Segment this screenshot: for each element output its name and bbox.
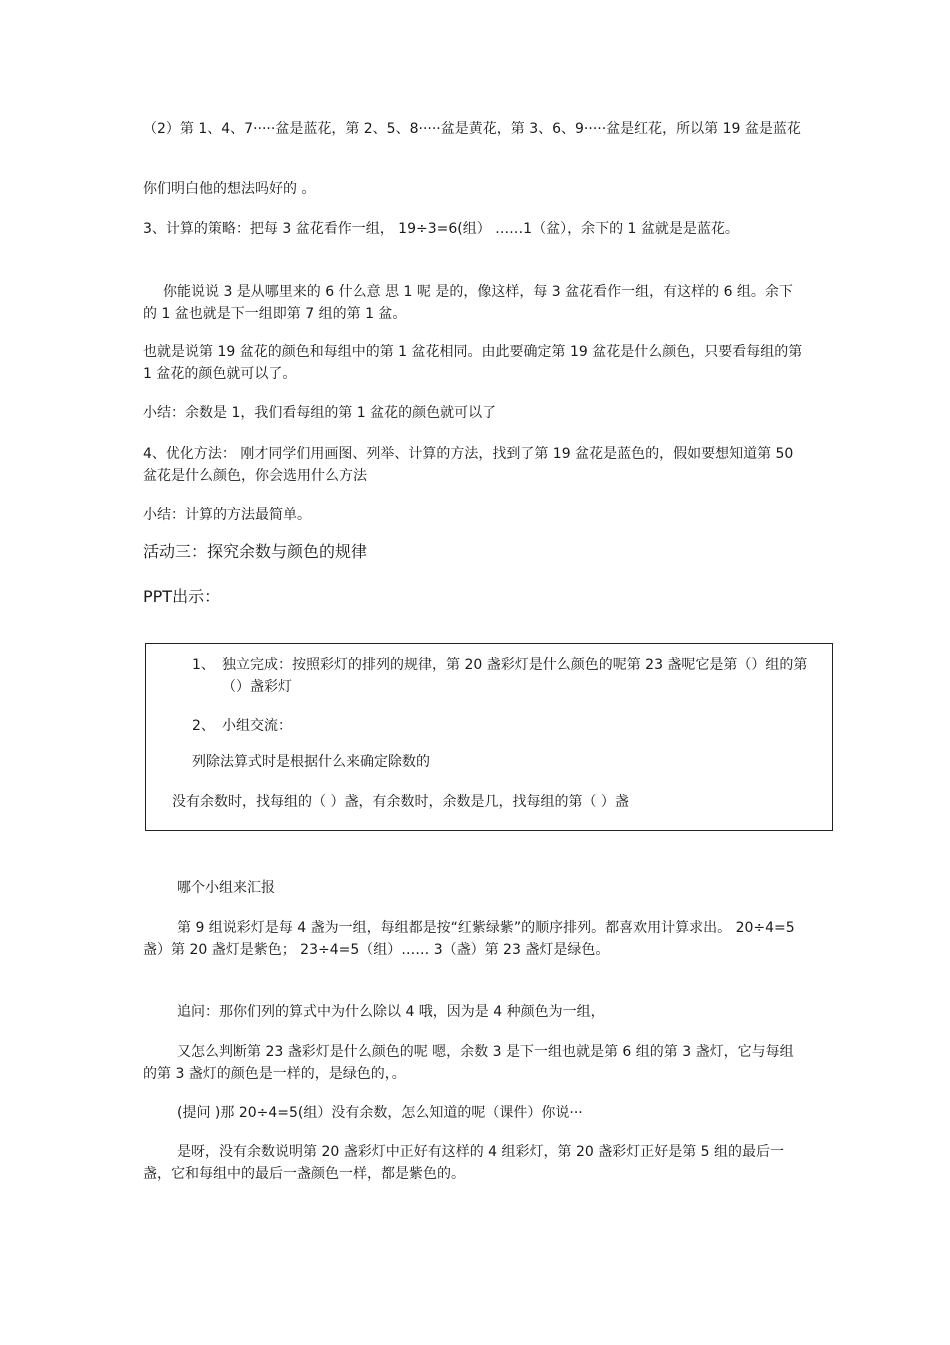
paragraph-6: 小结：余数是 1，我们看每组的第 1 盆花的颜色就可以了 (143, 405, 497, 421)
box-item-2 (192, 715, 292, 737)
paragraph-3: 3、计算的策略：把每 3 盆花看作一组， 19÷3=6(组） ……1（盆），余下的 1 盆就是是蓝花。 (143, 221, 739, 237)
paragraph-16: 是呀，没有余数说明第 20 盏彩灯中正好有这样的 4 组彩灯，第 20 盏彩灯正好是第 5 组的最后一盏，它和每组中的最后一盏颜色一样，都是紫色的。 (143, 1144, 785, 1182)
box-item-1-text: 独立完成：按照彩灯的排列的规律，第 20 盏彩灯是什么颜色的呢第 23 盏呢它是第（）组的第（）盏彩灯 (222, 657, 808, 695)
paragraph-4: 你能说说 3 是从哪里来的 6 什么意 思 1 呢 是的，像这样，每 3 盆花看作一组，有这样的 6 组。余下的 1 盆也就是下一组即第 7 组的第 1 盆。 (143, 284, 793, 322)
ppt-box (145, 643, 833, 831)
box-line-4: 没有余数时，找每组的（ ）盏，有余数时，余数是几，找每组的第（ ）盏 (172, 794, 629, 810)
paragraph-1: （2）第 1、4、7·····盆是蓝花，第 2、5、8·····盆是黄花，第 3、6、9·····盆是红花，所以第 19 盆是蓝花 (143, 121, 801, 137)
paragraph-5: 也就是说第 19 盆花的颜色和每组中的第 1 盆花相同。由此要确定第 19 盆花是什么颜色，只要看每组的第 1 盆花的颜色就可以了。 (143, 344, 803, 382)
paragraph-8: 小结：计算的方法最简单。 (143, 507, 311, 523)
box-item-2-number: 2、 (192, 718, 215, 734)
box-line-3: 列除法算式时是根据什么来确定除数的 (192, 754, 430, 770)
box-item-1 (192, 654, 822, 698)
paragraph-2: 你们明白他的想法吗好的 。 (143, 181, 316, 197)
box-item-1-number: 1、 (192, 657, 215, 673)
paragraph-14: 又怎么判断第 23 盏彩灯是什么颜色的呢 嗯，余数 3 是下一组也就是第 6 组的第 3 盏灯，它与每组的第 3 盏灯的颜色是一样的，是绿色的，。 (143, 1044, 794, 1082)
paragraph-13: 追问：那你们列的算式中为什么除以 4 哦，因为是 4 种颜色为一组， (177, 1004, 605, 1020)
paragraph-11: 哪个小组来汇报 (177, 880, 275, 896)
paragraph-7: 4、优化方法： 刚才同学们用画图、列举、计算的方法，找到了第 19 盆花是蓝色的，假如要想知道第 50 盆花是什么颜色，你会选用什么方法 (143, 446, 794, 484)
activity-heading: 活动三：探究余数与颜色的规律 (143, 542, 368, 561)
paragraph-12: 第 9 组说彩灯是每 4 盏为一组，每组都是按“红紫绿紫”的顺序排列。都喜欢用计算求出。 20÷4=5 盏）第 20 盏灯是紫色； 23÷4=5（组）…… 3（盏）第 23 盏灯是绿色。 (143, 920, 795, 958)
box-item-2-text: 小组交流： (222, 718, 292, 734)
ppt-label: PPT出示： (143, 587, 221, 606)
paragraph-15: (提问 )那 20÷4=5(组）没有余数，怎么知道的呢（课件）你说··· (177, 1105, 583, 1121)
